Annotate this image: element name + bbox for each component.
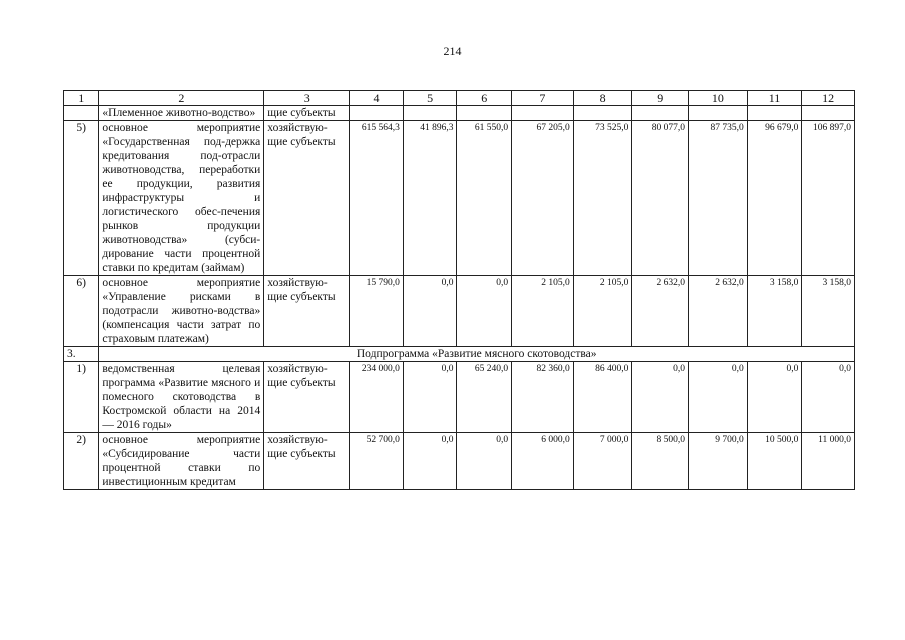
row-name: основное мероприятие «Субсидирование части процентной ставки по инвестиционным кредитам — [99, 433, 264, 490]
row-number: 5) — [64, 121, 99, 276]
value-cell: 0,0 — [457, 276, 512, 347]
value-cell: 0,0 — [802, 362, 855, 433]
value-cell: 0,0 — [747, 362, 802, 433]
header-row — [64, 91, 855, 106]
value-cell: 234 000,0 — [350, 362, 404, 433]
value-cell: 82 360,0 — [512, 362, 574, 433]
row-number: 1) — [64, 362, 99, 433]
section-title: Подпрограмма «Развитие мясного скотоводства» — [99, 347, 855, 362]
value-cell — [573, 106, 632, 121]
value-cell: 41 896,3 — [403, 121, 457, 276]
row-executor: хозяйствую-щие субъекты — [264, 433, 350, 490]
value-cell — [512, 106, 574, 121]
header-cell: 11 — [747, 91, 802, 106]
value-cell: 9 700,0 — [689, 433, 748, 490]
row-number — [64, 106, 99, 121]
table-row — [64, 276, 855, 347]
value-cell — [457, 106, 512, 121]
value-cell: 73 525,0 — [573, 121, 632, 276]
header-cell: 4 — [350, 91, 404, 106]
value-cell: 2 632,0 — [632, 276, 689, 347]
header-cell: 12 — [802, 91, 855, 106]
table-row — [64, 106, 855, 121]
value-cell: 2 632,0 — [689, 276, 748, 347]
value-cell — [802, 106, 855, 121]
value-cell: 15 790,0 — [350, 276, 404, 347]
row-executor: хозяйствую-щие субъекты — [264, 121, 350, 276]
table-row — [64, 433, 855, 490]
value-cell: 2 105,0 — [512, 276, 574, 347]
value-cell: 615 564,3 — [350, 121, 404, 276]
value-cell: 8 500,0 — [632, 433, 689, 490]
section-row — [64, 347, 855, 362]
value-cell — [350, 106, 404, 121]
value-cell: 0,0 — [403, 433, 457, 490]
value-cell: 87 735,0 — [689, 121, 748, 276]
header-cell: 6 — [457, 91, 512, 106]
value-cell: 3 158,0 — [802, 276, 855, 347]
row-number: 2) — [64, 433, 99, 490]
value-cell: 67 205,0 — [512, 121, 574, 276]
value-cell: 65 240,0 — [457, 362, 512, 433]
header-cell: 5 — [403, 91, 457, 106]
value-cell: 0,0 — [403, 276, 457, 347]
header-cell: 2 — [99, 91, 264, 106]
table-row — [64, 121, 855, 276]
value-cell — [747, 106, 802, 121]
value-cell: 0,0 — [689, 362, 748, 433]
value-cell: 86 400,0 — [573, 362, 632, 433]
header-cell: 9 — [632, 91, 689, 106]
value-cell: 61 550,0 — [457, 121, 512, 276]
value-cell — [403, 106, 457, 121]
value-cell: 52 700,0 — [350, 433, 404, 490]
header-cell: 7 — [512, 91, 574, 106]
row-name: «Племенное животно-водство» — [99, 106, 264, 121]
value-cell: 96 679,0 — [747, 121, 802, 276]
header-cell: 1 — [64, 91, 99, 106]
section-number: 3. — [64, 347, 99, 362]
value-cell — [632, 106, 689, 121]
table-row — [64, 362, 855, 433]
row-executor: хозяйствую-щие субъекты — [264, 276, 350, 347]
program-table — [63, 90, 855, 490]
header-cell: 3 — [264, 91, 350, 106]
value-cell: 2 105,0 — [573, 276, 632, 347]
row-name: основное мероприятие «Управление рисками в подотрасли животно-водства» (компенсация части затрат по страховым платежам) — [99, 276, 264, 347]
value-cell: 0,0 — [457, 433, 512, 490]
value-cell: 7 000,0 — [573, 433, 632, 490]
value-cell: 11 000,0 — [802, 433, 855, 490]
value-cell: 3 158,0 — [747, 276, 802, 347]
value-cell: 10 500,0 — [747, 433, 802, 490]
page-number: 214 — [443, 44, 462, 58]
row-name: основное мероприятие «Государственная под-держка кредитования под-отрасли животноводства, переработки ее продукции, развития инфраструктуры и логистического обес-печения рынков продукции животноводства» (субси-дирование части процентной ставки по кредитам (займам) — [99, 121, 264, 276]
header-cell: 8 — [573, 91, 632, 106]
header-cell: 10 — [689, 91, 748, 106]
value-cell: 80 077,0 — [632, 121, 689, 276]
row-executor: щие субъекты — [264, 106, 350, 121]
value-cell: 106 897,0 — [802, 121, 855, 276]
row-name: ведомственная целевая программа «Развитие мясного и помесного скотоводства в Костромской области на 2014 — 2016 годы» — [99, 362, 264, 433]
value-cell: 0,0 — [632, 362, 689, 433]
row-number: 6) — [64, 276, 99, 347]
value-cell: 0,0 — [403, 362, 457, 433]
value-cell: 6 000,0 — [512, 433, 574, 490]
row-executor: хозяйствую-щие субъекты — [264, 362, 350, 433]
value-cell — [689, 106, 748, 121]
